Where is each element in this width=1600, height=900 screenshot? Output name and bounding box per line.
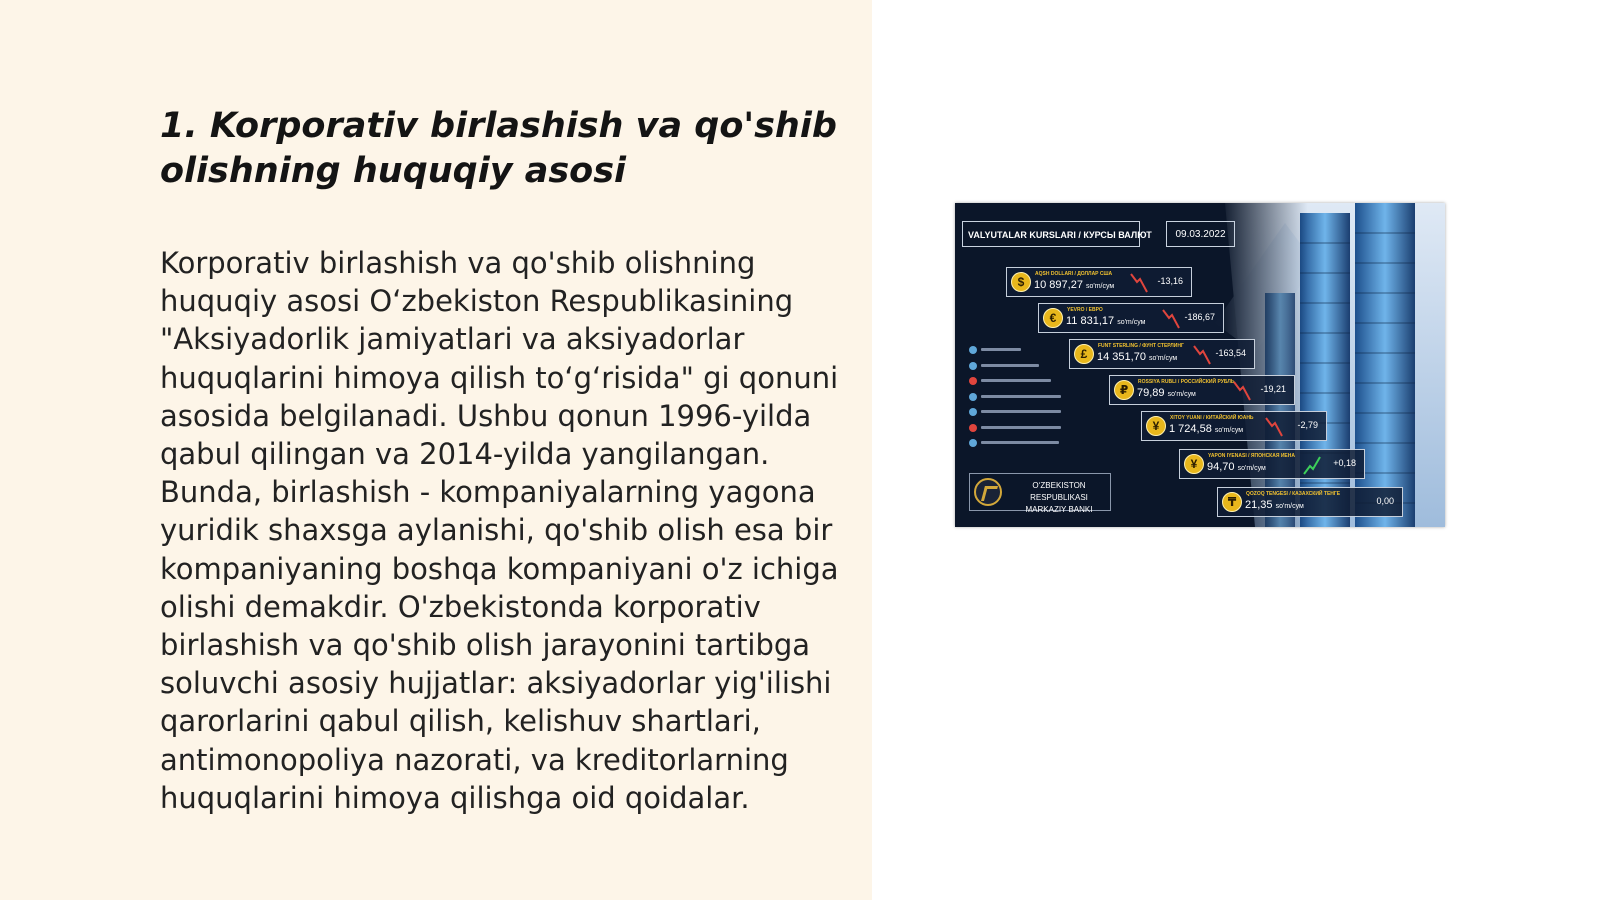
trend-down-icon [1161, 308, 1181, 330]
trend-down-icon [1192, 344, 1212, 366]
currency-change: -163,54 [1215, 348, 1246, 358]
globe-icon [969, 346, 977, 354]
currency-name: QOZOQ TENGESI / КАЗАХСКИЙ ТЕНГЕ [1246, 491, 1341, 497]
currency-change: -19,21 [1260, 384, 1286, 394]
currency-change: +0,18 [1333, 458, 1356, 468]
currency-rate-row [1109, 375, 1295, 405]
side-link [969, 421, 1069, 437]
side-link [969, 343, 1069, 359]
currency-value: 11 831,17 so'm/сум [1066, 315, 1146, 327]
currency-rate-row [1141, 411, 1327, 441]
currency-value: 1 724,58 so'm/сум [1169, 423, 1244, 435]
rates-header-title: VALYUTALAR KURSLARI / КУРСЫ ВАЛЮТ [962, 221, 1140, 247]
currency-coin-icon: ₽ [1114, 380, 1134, 400]
facebook-icon [969, 393, 977, 401]
currency-coin-icon: ₸ [1222, 492, 1242, 512]
linkedin-icon [969, 439, 977, 447]
side-link [969, 436, 1069, 452]
side-link [969, 374, 1069, 390]
currency-name: ROSSIYA RUBLI / РОССИЙСКИЙ РУБЛЬ [1138, 379, 1235, 385]
currency-name: YAPON IYENASI / ЯПОНСКАЯ ИЕНА [1208, 453, 1295, 459]
trend-up-icon [1302, 454, 1322, 476]
trend-down-icon [1129, 272, 1149, 294]
currency-name: AQSH DOLLARI / ДОЛЛАР США [1035, 271, 1113, 277]
youtube-icon [969, 424, 977, 432]
trend-down-icon [1232, 380, 1252, 402]
twitter-icon [969, 408, 977, 416]
currency-change: 0,00 [1376, 496, 1394, 506]
side-link [969, 390, 1069, 406]
currency-value: 79,89 so'm/сум [1137, 387, 1196, 399]
currency-change: -2,79 [1297, 420, 1318, 430]
side-link [969, 405, 1069, 421]
currency-rate-row [1217, 487, 1403, 517]
currency-rate-row [1006, 267, 1192, 297]
currency-rate-row [1038, 303, 1224, 333]
side-links-list [969, 343, 1069, 452]
central-bank-logo [969, 473, 1111, 514]
currency-coin-icon: ¥ [1146, 416, 1166, 436]
currency-coin-icon: € [1043, 308, 1063, 328]
currency-value: 14 351,70 so'm/сум [1097, 351, 1178, 363]
currency-value: 94,70 so'm/сум [1207, 461, 1266, 473]
currency-value: 10 897,27 so'm/сум [1034, 279, 1115, 291]
currency-name: XITOY YUANI / КИТАЙСКИЙ ЮАНЬ [1170, 415, 1254, 421]
telegram-icon [969, 362, 977, 370]
currency-unit: so'm/сум [1086, 283, 1115, 290]
currency-unit: so'm/сум [1167, 391, 1196, 398]
currency-coin-icon: £ [1074, 344, 1094, 364]
bank-name-line2: MARKAZIY BANKI [1025, 505, 1093, 514]
currency-rate-row [1179, 449, 1365, 479]
currency-rates-image [955, 203, 1445, 527]
slide-title: 1. Korporativ birlashish va qo'shib olishning huquqiy asosi [160, 106, 837, 191]
currency-unit: so'm/сум [1214, 427, 1244, 434]
currency-unit: so'm/сум [1237, 465, 1266, 472]
currency-change: -13,16 [1157, 276, 1183, 286]
trend-down-icon [1264, 416, 1284, 438]
currency-unit: so'm/сум [1275, 503, 1304, 510]
currency-change: -186,67 [1184, 312, 1215, 322]
currency-unit: so'm/сум [1117, 319, 1146, 326]
currency-value: 21,35 so'm/сум [1245, 499, 1304, 511]
currency-coin-icon: $ [1011, 272, 1031, 292]
currency-name: YEVRO / ЕВРО [1067, 307, 1103, 313]
currency-unit: so'm/сум [1149, 355, 1178, 362]
instagram-icon [969, 377, 977, 385]
slide-body-text: Korporativ birlashish va qo'shib olishning huquqiy asosi O‘zbekiston Respublikasining "Aksiyadorlik jamiyatlari va aksiyadorlar huquqlarini himoya qilish to‘g‘risida" gi qonuni asosida belgilanadi. Ushbu qonun 1996-yilda qabul qilingan va 2014-yilda yangilangan. Bunda, birlashish - kompaniyalarning yagona yuridik shaxsga aylanishi, qo'shib olish esa bir kompaniyaning boshqa kompaniyani o'z ichiga olishi demakdir. O'zbekistonda korporativ birlashish va qo'shib olish jarayonini tartibga soluvchi asosiy hujjatlar: aksiyadorlar yig'ilishi qarorlarini qabul qilish, kelishuv shartlari, antimonopoliya nazorati, va kreditorlarning huquqlarini himoya qilishga oid qoidalar. [160, 246, 839, 815]
side-link [969, 359, 1069, 375]
currency-rate-row [1069, 339, 1255, 369]
currency-coin-icon: ¥ [1184, 454, 1204, 474]
bank-emblem-icon [974, 478, 1002, 506]
bank-name-line1: O‘ZBEKISTON RESPUBLIKASI [1030, 481, 1088, 502]
currency-name: FUNT STERLING / ФУНТ СТЕРЛИНГ [1098, 343, 1184, 349]
rates-date: 09.03.2022 [1166, 221, 1235, 247]
